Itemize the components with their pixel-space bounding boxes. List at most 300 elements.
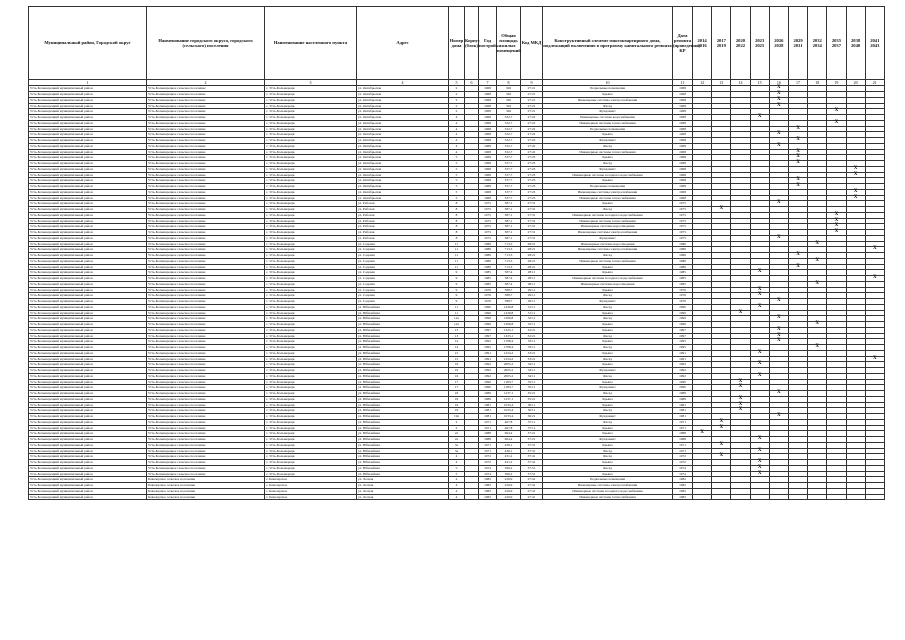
element-cell: Крыша [543, 178, 673, 184]
settlement-cell: Усть-Большерецкое сельское поселение [147, 339, 265, 345]
mkd-code-cell: 27:31 [521, 201, 543, 207]
settlement-cell: Усть-Большерецкое сельское поселение [147, 396, 265, 402]
locality-cell: с. Усть-Большерецк [265, 293, 357, 299]
locality-cell: с. Усть-Большерецк [265, 304, 357, 310]
settlement-cell: Усть-Большерецкое сельское поселение [147, 281, 265, 287]
address-cell: ул. Октябрьская [357, 143, 449, 149]
last-repair-cell: 1968 [673, 155, 693, 161]
element-cell: Инженерные системы электроснабжения [543, 189, 673, 195]
element-cell: Фасад [543, 345, 673, 351]
year-cell: 1968 [479, 178, 497, 184]
area-cell: 431,2 [497, 454, 521, 460]
area-cell: 337,7 [497, 184, 521, 190]
element-cell: Крыша [543, 327, 673, 333]
district-cell: Усть-Большерецкий муниципальный район [29, 316, 147, 322]
last-repair-cell: 1986 [673, 258, 693, 264]
house-cell: 15 [449, 350, 465, 356]
last-repair-cell: 1968 [673, 120, 693, 126]
year-cell: 1995 [479, 345, 497, 351]
period-mark: X [808, 322, 827, 328]
address-cell: ул. Юбилейная [357, 310, 449, 316]
year-cell: 1990 [479, 310, 497, 316]
locality-cell: с. Кавалерское [265, 477, 357, 483]
settlement-cell: Усть-Большерецкое сельское поселение [147, 195, 265, 201]
mkd-code-cell: 27:31 [521, 212, 543, 218]
mkd-code-cell: 35:21 [521, 396, 543, 402]
area-cell: 226,9 [497, 483, 521, 489]
address-cell: ул. Лесная [357, 494, 449, 500]
locality-cell: с. Усть-Большерецк [265, 408, 357, 414]
area-cell: 326 [497, 97, 521, 103]
address-cell: ул. Октябрьская [357, 149, 449, 155]
settlement-cell: Усть-Большерецкое сельское поселение [147, 379, 265, 385]
period-cell [750, 494, 769, 500]
element-cell: Инженерные системы холодного водоснабжения [543, 212, 673, 218]
house-cell: 5 [449, 465, 465, 471]
address-cell: ул. Садовая [357, 253, 449, 259]
element-cell: Инженерные системы водоснабжения [543, 115, 673, 121]
area-cell: 326 [497, 92, 521, 98]
settlement-cell: Кавалерское сельское поселение [147, 488, 265, 494]
district-cell: Усть-Большерецкий муниципальный район [29, 103, 147, 109]
year-cell: 1982 [479, 488, 497, 494]
mkd-code-cell: 35:11 [521, 385, 543, 391]
period-cell [808, 494, 827, 500]
district-cell: Усть-Большерецкий муниципальный район [29, 184, 147, 190]
element-cell: Подвальные помещения [543, 477, 673, 483]
column-number: 3 [265, 80, 357, 86]
last-repair-cell: 1974 [673, 471, 693, 477]
area-cell: 1033,4 [497, 414, 521, 420]
district-cell: Усть-Большерецкий муниципальный район [29, 299, 147, 305]
year-cell: 1968 [479, 189, 497, 195]
header-mkd: Код МКД [521, 7, 543, 80]
locality-cell: с. Усть-Большерецк [265, 109, 357, 115]
period-mark: X [750, 270, 769, 276]
area-cell: 226,9 [497, 477, 521, 483]
area-cell: 1439,8 [497, 310, 521, 316]
locality-cell: с. Кавалерское [265, 494, 357, 500]
year-cell: 1996 [479, 322, 497, 328]
house-cell: 4 [449, 132, 465, 138]
mkd-code-cell: 28:11 [521, 281, 543, 287]
locality-cell: с. Усть-Большерецк [265, 230, 357, 236]
address-cell: ул. Юбилейная [357, 454, 449, 460]
element-cell: Крыша [543, 322, 673, 328]
house-cell: 11 [449, 264, 465, 270]
address-cell: ул. Юбилейная [357, 396, 449, 402]
locality-cell: с. Усть-Большерецк [265, 310, 357, 316]
year-cell: 1968 [479, 126, 497, 132]
last-repair-cell: 1986 [673, 264, 693, 270]
area-cell: 713,3 [497, 264, 521, 270]
column-number: 14 [731, 80, 750, 86]
element-cell: Инженерные системы теплоснабжения [543, 149, 673, 155]
district-cell: Усть-Большерецкий муниципальный район [29, 304, 147, 310]
address-cell: ул. Юбилейная [357, 362, 449, 368]
year-cell: 1976 [479, 293, 497, 299]
mkd-code-cell: 33:21 [521, 356, 543, 362]
year-cell: 1968 [479, 184, 497, 190]
last-repair-cell: 1995 [673, 345, 693, 351]
address-cell: ул. Октябрьская [357, 115, 449, 121]
district-cell: Усть-Большерецкий муниципальный район [29, 379, 147, 385]
house-cell: 5 [449, 184, 465, 190]
address-cell: ул. Юбилейная [357, 316, 449, 322]
locality-cell: с. Усть-Большерецк [265, 132, 357, 138]
settlement-cell: Усть-Большерецкое сельское поселение [147, 212, 265, 218]
element-cell: Фундамент [543, 437, 673, 443]
area-cell: 1237,1 [497, 396, 521, 402]
district-cell: Усть-Большерецкий муниципальный район [29, 350, 147, 356]
element-cell: Крыша [543, 310, 673, 316]
district-cell: Усть-Большерецкий муниципальный район [29, 425, 147, 431]
document-sheet [28, 6, 884, 500]
locality-cell: с. Усть-Большерецк [265, 460, 357, 466]
locality-cell: с. Усть-Большерецк [265, 391, 357, 397]
period-mark: X [750, 350, 769, 356]
district-cell: Усть-Большерецкий муниципальный район [29, 155, 147, 161]
address-cell: ул. Юбилейная [357, 425, 449, 431]
year-cell: 1971 [479, 442, 497, 448]
settlement-cell: Усть-Большерецкое сельское поселение [147, 425, 265, 431]
house-cell: 14 [449, 339, 465, 345]
address-cell: ул. Октябрьская [357, 138, 449, 144]
house-cell: 4 [449, 488, 465, 494]
address-cell: ул. Садовая [357, 287, 449, 293]
mkd-code-cell: 27:23 [521, 166, 543, 172]
house-cell: 5 [449, 195, 465, 201]
address-cell: ул. Юбилейная [357, 391, 449, 397]
period-mark: X [769, 92, 788, 98]
district-cell: Усть-Большерецкий муниципальный район [29, 166, 147, 172]
year-cell: 1968 [479, 86, 497, 92]
mkd-code-cell: 28:21 [521, 253, 543, 259]
period-mark: X [769, 143, 788, 149]
settlement-cell: Усть-Большерецкое сельское поселение [147, 172, 265, 178]
last-repair-cell: 1990 [673, 379, 693, 385]
address-cell: ул. Рабочая [357, 201, 449, 207]
mkd-code-cell: 28:21 [521, 258, 543, 264]
district-cell: Усть-Большерецкий муниципальный район [29, 362, 147, 368]
area-cell: 2005,2 [497, 373, 521, 379]
house-cell: 11 [449, 253, 465, 259]
house-cell: 12а [449, 316, 465, 322]
column-number: 5 [449, 80, 465, 86]
address-cell: ул. Рабочая [357, 212, 449, 218]
settlement-cell: Усть-Большерецкое сельское поселение [147, 293, 265, 299]
settlement-cell: Усть-Большерецкое сельское поселение [147, 385, 265, 391]
last-repair-cell: 1971 [673, 425, 693, 431]
settlement-cell: Кавалерское сельское поселение [147, 477, 265, 483]
year-cell: 1975 [479, 201, 497, 207]
mkd-code-cell: 27:22 [521, 138, 543, 144]
settlement-cell: Усть-Большерецкое сельское поселение [147, 431, 265, 437]
year-cell: 1968 [479, 103, 497, 109]
header-corpus: Корпус (блок) [465, 7, 479, 80]
table-body [29, 86, 885, 500]
period-mark: X [750, 293, 769, 299]
element-cell: Инженерные системы теплоснабжения [543, 258, 673, 264]
address-cell: ул. Лесная [357, 488, 449, 494]
header-period: 2023 2025 [750, 7, 769, 80]
last-repair-cell: 1981 [673, 414, 693, 420]
mkd-code-cell: 27:41 [521, 483, 543, 489]
period-mark: X [712, 442, 731, 448]
area-cell: 1369,8 [497, 322, 521, 328]
period-mark: X [769, 132, 788, 138]
house-cell: 11 [449, 241, 465, 247]
locality-cell: с. Усть-Большерецк [265, 379, 357, 385]
period-mark: X [750, 373, 769, 379]
settlement-cell: Усть-Большерецкое сельское поселение [147, 322, 265, 328]
year-cell: 1986 [479, 241, 497, 247]
last-repair-cell: 1989 [673, 396, 693, 402]
settlement-cell: Усть-Большерецкое сельское поселение [147, 115, 265, 121]
locality-cell: с. Усть-Большерецк [265, 419, 357, 425]
district-cell: Усть-Большерецкий муниципальный район [29, 368, 147, 374]
element-cell: Инженерные системы водоотведения [543, 281, 673, 287]
last-repair-cell: 1996 [673, 316, 693, 322]
district-cell: Усть-Большерецкий муниципальный район [29, 189, 147, 195]
element-cell: Крыша [543, 460, 673, 466]
area-cell: 1439,8 [497, 304, 521, 310]
period-mark: X [712, 207, 731, 213]
year-cell: 1989 [479, 396, 497, 402]
element-cell: Крыша [543, 425, 673, 431]
column-number: 12 [693, 80, 712, 86]
year-cell: 1968 [479, 115, 497, 121]
last-repair-cell: 1986 [673, 241, 693, 247]
last-repair-cell: 1975 [673, 235, 693, 241]
year-cell: 1982 [479, 494, 497, 500]
year-cell: 1968 [479, 155, 497, 161]
house-cell: 4 [449, 477, 465, 483]
address-cell: ул. Рабочая [357, 230, 449, 236]
locality-cell: с. Кавалерское [265, 483, 357, 489]
period-mark: X [788, 161, 807, 167]
house-cell: 11 [449, 258, 465, 264]
locality-cell: с. Усть-Большерецк [265, 184, 357, 190]
period-mark: X [808, 258, 827, 264]
mkd-code-cell: 27:22 [521, 120, 543, 126]
period-mark: X [731, 385, 750, 391]
year-cell: 1968 [479, 120, 497, 126]
header-address: Адрес [357, 7, 449, 80]
mkd-code-cell: 31:11 [521, 304, 543, 310]
area-cell: 332,7 [497, 132, 521, 138]
header-house: Номер дома [449, 7, 465, 80]
area-cell: 436,1 [497, 448, 521, 454]
locality-cell: с. Усть-Большерецк [265, 396, 357, 402]
mkd-code-cell: 34:11 [521, 362, 543, 368]
year-cell: 1972 [479, 454, 497, 460]
house-cell: 15 [449, 356, 465, 362]
mkd-code-cell: 27:23 [521, 195, 543, 201]
settlement-cell: Усть-Большерецкое сельское поселение [147, 419, 265, 425]
mkd-code-cell: 37:51 [521, 465, 543, 471]
settlement-cell: Усть-Большерецкое сельское поселение [147, 437, 265, 443]
mkd-code-cell: 27:31 [521, 207, 543, 213]
locality-cell: с. Усть-Большерецк [265, 172, 357, 178]
address-cell: ул. Юбилейная [357, 339, 449, 345]
mkd-code-cell: 33:11 [521, 339, 543, 345]
address-cell: ул. Октябрьская [357, 189, 449, 195]
address-cell: ул. Октябрьская [357, 166, 449, 172]
mkd-code-cell: 29:11 [521, 293, 543, 299]
area-cell: 332,7 [497, 126, 521, 132]
address-cell: ул. Юбилейная [357, 448, 449, 454]
last-repair-cell: 1968 [673, 115, 693, 121]
area-cell: 337,7 [497, 189, 521, 195]
house-cell: 11 [449, 304, 465, 310]
last-repair-cell: 1975 [673, 207, 693, 213]
locality-cell: с. Кавалерское [265, 488, 357, 494]
element-cell: Крыша [543, 431, 673, 437]
address-cell: ул. Октябрьская [357, 172, 449, 178]
period-mark: X [827, 218, 846, 224]
last-repair-cell: 1968 [673, 166, 693, 172]
locality-cell: с. Усть-Большерецк [265, 322, 357, 328]
element-cell: Крыша [543, 270, 673, 276]
locality-cell: с. Усть-Большерецк [265, 471, 357, 477]
corpus-cell [465, 494, 479, 500]
address-cell: ул. Юбилейная [357, 368, 449, 374]
locality-cell: с. Усть-Большерецк [265, 224, 357, 230]
year-cell: 1975 [479, 207, 497, 213]
year-cell: 1981 [479, 402, 497, 408]
district-cell: Усть-Большерецкий муниципальный район [29, 471, 147, 477]
area-cell: 387,1 [497, 218, 521, 224]
district-cell: Усть-Большерецкий муниципальный район [29, 402, 147, 408]
address-cell: ул. Юбилейная [357, 414, 449, 420]
settlement-cell: Усть-Большерецкое сельское поселение [147, 189, 265, 195]
house-cell: 9 [449, 270, 465, 276]
element-cell: Фасад [543, 454, 673, 460]
year-cell: 1968 [479, 138, 497, 144]
address-cell: ул. Садовая [357, 281, 449, 287]
district-cell: Усть-Большерецкий муниципальный район [29, 247, 147, 253]
house-cell: 14 [449, 345, 465, 351]
district-cell: Усть-Большерецкий муниципальный район [29, 97, 147, 103]
locality-cell: с. Усть-Большерецк [265, 276, 357, 282]
address-cell: ул. Октябрьская [357, 126, 449, 132]
district-cell: Усть-Большерецкий муниципальный район [29, 276, 147, 282]
mkd-code-cell: 27:21 [521, 109, 543, 115]
period-mark: X [769, 103, 788, 109]
last-repair-cell: 1997 [673, 333, 693, 339]
year-cell: 1976 [479, 299, 497, 305]
house-cell: 16 [449, 373, 465, 379]
settlement-cell: Усть-Большерецкое сельское поселение [147, 270, 265, 276]
period-mark: X [769, 391, 788, 397]
mkd-code-cell: 28:21 [521, 241, 543, 247]
year-cell: 1968 [479, 143, 497, 149]
locality-cell: с. Усть-Большерецк [265, 316, 357, 322]
area-cell: 337,7 [497, 172, 521, 178]
element-cell: Инженерные системы электроснабжения [543, 230, 673, 236]
district-cell: Усть-Большерецкий муниципальный район [29, 460, 147, 466]
last-repair-cell: 1968 [673, 195, 693, 201]
mkd-code-cell: 29:11 [521, 287, 543, 293]
house-cell: 13 [449, 333, 465, 339]
element-cell: Подвальные помещения [543, 126, 673, 132]
element-cell: Фасад [543, 143, 673, 149]
district-cell: Усть-Большерецкий муниципальный район [29, 143, 147, 149]
house-cell: 2а [449, 437, 465, 443]
year-cell: 1974 [479, 465, 497, 471]
period-mark: X [769, 414, 788, 420]
area-cell: 387,1 [497, 224, 521, 230]
element-cell: Крыша [543, 287, 673, 293]
address-cell: ул. Садовая [357, 299, 449, 305]
period-mark: X [712, 454, 731, 460]
address-cell: ул. Рабочая [357, 218, 449, 224]
area-cell: 337,7 [497, 161, 521, 167]
address-cell: ул. Юбилейная [357, 379, 449, 385]
last-repair-cell: 1985 [673, 276, 693, 282]
mkd-code-cell: 35:21 [521, 391, 543, 397]
element-cell: Фасад [543, 253, 673, 259]
settlement-cell: Усть-Большерецкое сельское поселение [147, 258, 265, 264]
year-cell: 1992 [479, 362, 497, 368]
last-repair-cell: 1975 [673, 218, 693, 224]
house-cell: 5 [449, 155, 465, 161]
last-repair-cell: 1992 [673, 362, 693, 368]
mkd-code-cell: 36:11 [521, 408, 543, 414]
settlement-cell: Усть-Большерецкое сельское поселение [147, 149, 265, 155]
district-cell: Усть-Большерецкий муниципальный район [29, 270, 147, 276]
element-cell: Фундамент [543, 368, 673, 374]
area-cell: 2005,2 [497, 362, 521, 368]
year-cell: 1968 [479, 161, 497, 167]
period-mark: X [865, 276, 884, 282]
year-cell: 1997 [479, 327, 497, 333]
year-cell: 1985 [479, 270, 497, 276]
house-cell: 9 [449, 281, 465, 287]
mkd-code-cell: 27:21 [521, 86, 543, 92]
district-cell: Усть-Большерецкий муниципальный район [29, 230, 147, 236]
area-cell: 713,3 [497, 247, 521, 253]
last-repair-cell: 1990 [673, 310, 693, 316]
mkd-code-cell: 31:11 [521, 310, 543, 316]
settlement-cell: Усть-Большерецкое сельское поселение [147, 138, 265, 144]
element-cell: Инженерные системы электроснабжения [543, 247, 673, 253]
element-cell: Фасад [543, 408, 673, 414]
last-repair-cell: 1974 [673, 465, 693, 471]
last-repair-cell: 1968 [673, 184, 693, 190]
period-mark: X [769, 86, 788, 92]
district-cell: Усть-Большерецкий муниципальный район [29, 224, 147, 230]
column-number: 11 [673, 80, 693, 86]
year-cell: 1968 [479, 92, 497, 98]
period-mark: X [731, 402, 750, 408]
element-cell: Инженерные системы холодного водоснабжения [543, 488, 673, 494]
house-cell: 2 [449, 92, 465, 98]
mkd-code-cell: 27:22 [521, 115, 543, 121]
settlement-cell: Усть-Большерецкое сельское поселение [147, 471, 265, 477]
last-repair-cell: 1968 [673, 172, 693, 178]
house-cell: 19а [449, 414, 465, 420]
last-repair-cell: 1968 [673, 138, 693, 144]
column-number: 7 [479, 80, 497, 86]
address-cell: ул. Садовая [357, 276, 449, 282]
district-cell: Усть-Большерецкий муниципальный район [29, 454, 147, 460]
address-cell: ул. Юбилейная [357, 356, 449, 362]
last-repair-cell: 1972 [673, 454, 693, 460]
period-mark: X [750, 460, 769, 466]
settlement-cell: Усть-Большерецкое сельское поселение [147, 448, 265, 454]
